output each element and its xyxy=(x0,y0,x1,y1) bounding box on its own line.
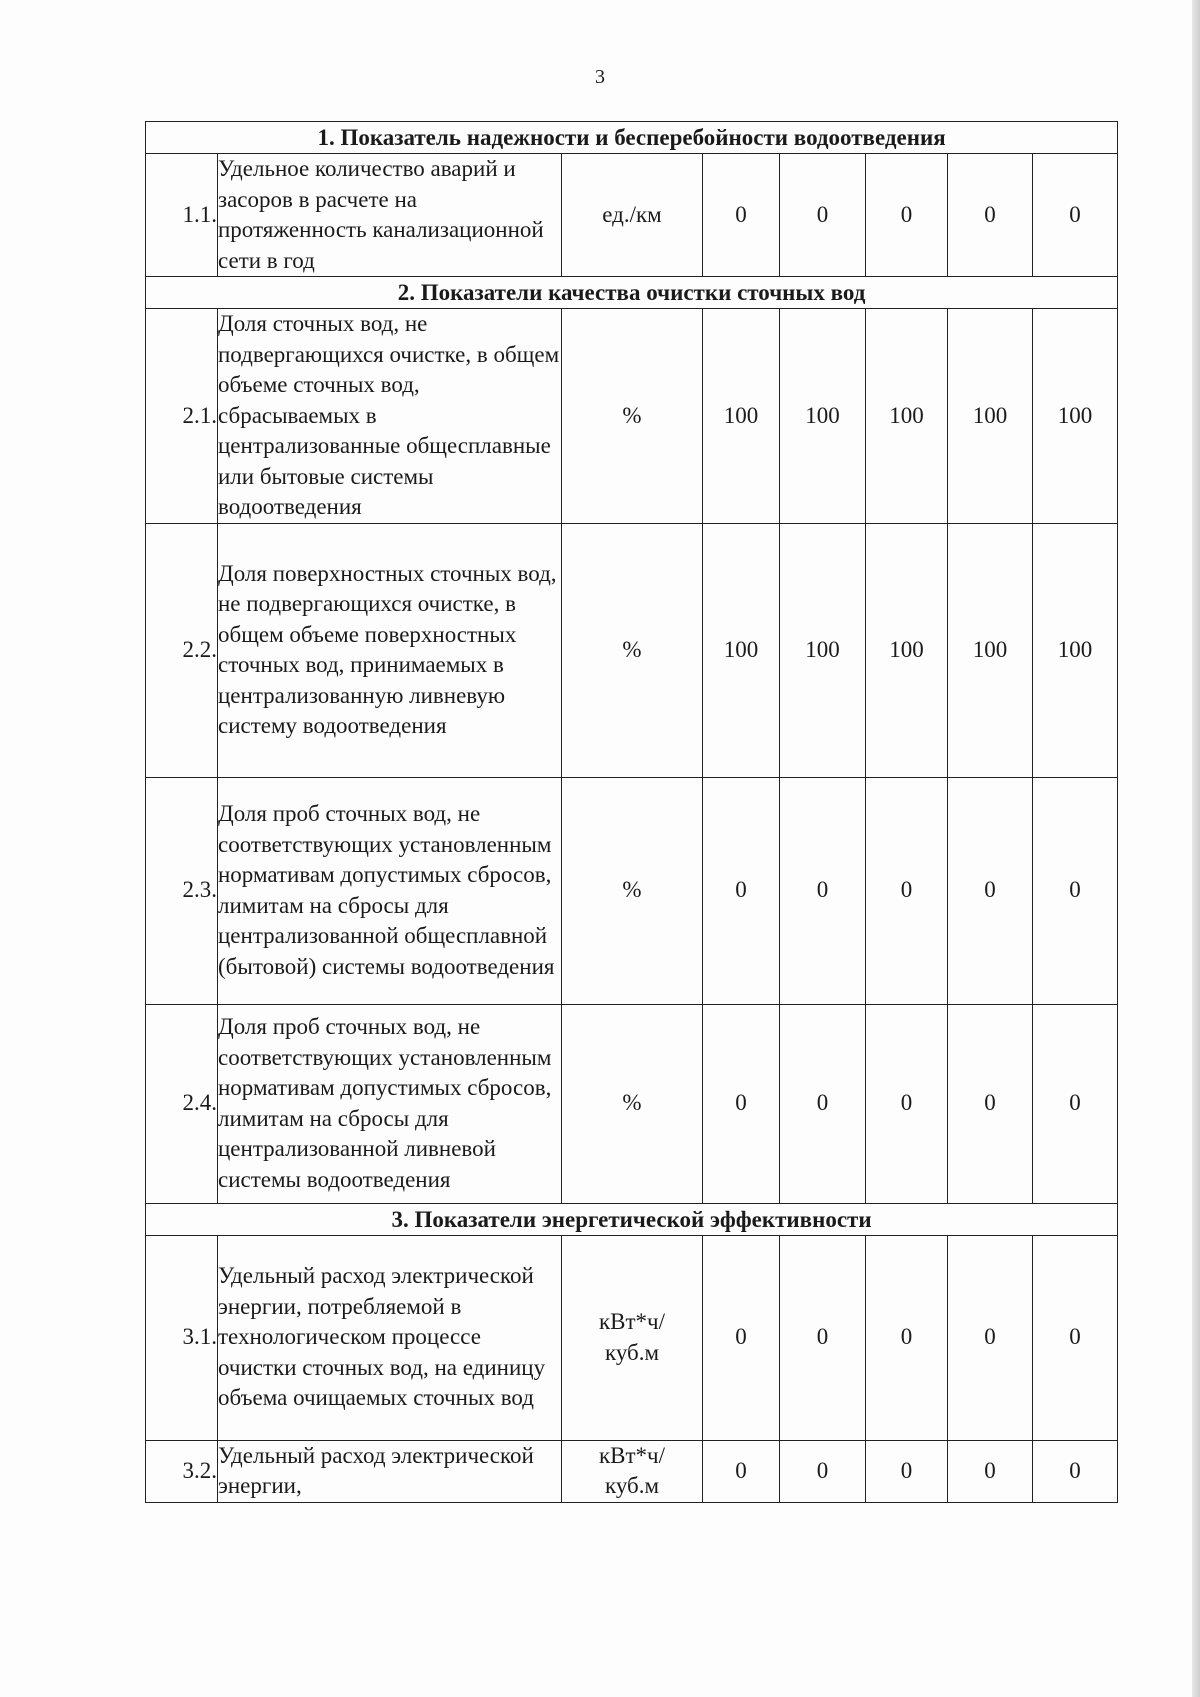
table-row xyxy=(146,1235,1118,1440)
indicator-value: 0 xyxy=(1033,777,1118,1004)
indicator-value: 0 xyxy=(703,1440,780,1502)
section-title: 2. Показатели качества очистки сточных вод xyxy=(146,277,1118,309)
unit-of-measure: ед./км xyxy=(562,154,703,277)
indicator-value: 100 xyxy=(948,309,1033,524)
table-body xyxy=(146,122,1118,1503)
table-row xyxy=(146,154,1118,277)
indicator-value: 100 xyxy=(780,309,866,524)
row-number: 2.1. xyxy=(146,309,218,524)
section-title: 1. Показатель надежности и бесперебойности водоотведения xyxy=(146,122,1118,154)
indicator-value: 0 xyxy=(866,1004,948,1203)
indicator-value: 0 xyxy=(948,1440,1033,1502)
page-edge-shadow xyxy=(1192,0,1200,1697)
row-number: 3.1. xyxy=(146,1235,218,1440)
table-row xyxy=(146,1004,1118,1203)
section-header-row xyxy=(146,277,1118,309)
indicator-description: Доля проб сточных вод, не соответствующих установленным нормативам допустимых сбросов, лимитам на сбросы для централизованной ливневой системы водоотведения xyxy=(218,1004,562,1203)
indicator-value: 0 xyxy=(703,777,780,1004)
table-row xyxy=(146,777,1118,1004)
indicator-value: 0 xyxy=(866,154,948,277)
indicator-value: 0 xyxy=(1033,1004,1118,1203)
indicator-value: 100 xyxy=(703,309,780,524)
indicator-value: 100 xyxy=(866,523,948,777)
indicators-table xyxy=(145,121,1118,1503)
indicator-value: 0 xyxy=(780,1004,866,1203)
unit-of-measure: % xyxy=(562,309,703,524)
indicator-value: 0 xyxy=(948,777,1033,1004)
indicator-value: 0 xyxy=(948,154,1033,277)
indicator-value: 0 xyxy=(866,1440,948,1502)
indicator-value: 100 xyxy=(703,523,780,777)
indicator-value: 0 xyxy=(703,1235,780,1440)
section-header-row xyxy=(146,1203,1118,1235)
indicator-value: 100 xyxy=(1033,523,1118,777)
indicator-value: 0 xyxy=(948,1235,1033,1440)
section-header-row xyxy=(146,122,1118,154)
indicator-value: 100 xyxy=(1033,309,1118,524)
table-row xyxy=(146,309,1118,524)
indicator-description: Доля поверхностных сточных вод, не подвергающихся очистке, в общем объеме поверхностных сточных вод, принимаемых в централизованную ливневую систему водоотведения xyxy=(218,523,562,777)
indicator-description: Удельный расход электрической энергии, потребляемой в технологическом процессе очистки сточных вод, на единицу объема очищаемых сточных вод xyxy=(218,1235,562,1440)
unit-of-measure: кВт*ч/ куб.м xyxy=(562,1440,703,1502)
page-number: 3 xyxy=(595,66,605,88)
indicator-value: 0 xyxy=(1033,1235,1118,1440)
indicator-value: 0 xyxy=(948,1004,1033,1203)
row-number: 2.4. xyxy=(146,1004,218,1203)
indicator-value: 100 xyxy=(866,309,948,524)
indicator-value: 0 xyxy=(780,154,866,277)
indicator-value: 0 xyxy=(703,154,780,277)
unit-of-measure: % xyxy=(562,777,703,1004)
indicator-value: 0 xyxy=(703,1004,780,1203)
row-number: 1.1. xyxy=(146,154,218,277)
table-row xyxy=(146,523,1118,777)
indicator-value: 0 xyxy=(1033,1440,1118,1502)
indicator-value: 0 xyxy=(780,1235,866,1440)
row-number: 2.3. xyxy=(146,777,218,1004)
indicator-value: 0 xyxy=(866,777,948,1004)
indicator-description: Удельный расход электрической энергии, xyxy=(218,1440,562,1502)
indicator-value: 0 xyxy=(780,1440,866,1502)
indicator-value: 100 xyxy=(948,523,1033,777)
unit-of-measure: % xyxy=(562,1004,703,1203)
unit-of-measure: % xyxy=(562,523,703,777)
indicator-value: 0 xyxy=(1033,154,1118,277)
row-number: 3.2. xyxy=(146,1440,218,1502)
indicator-description: Доля проб сточных вод, не соответствующих установленным нормативам допустимых сбросов, лимитам на сбросы для централизованной общесплавной (бытовой) системы водоотведения xyxy=(218,777,562,1004)
section-title: 3. Показатели энергетической эффективности xyxy=(146,1203,1118,1235)
indicator-description: Удельное количество аварий и засоров в расчете на протяженность канализационной сети в год xyxy=(218,154,562,277)
unit-of-measure: кВт*ч/ куб.м xyxy=(562,1235,703,1440)
indicator-value: 0 xyxy=(866,1235,948,1440)
indicator-value: 0 xyxy=(780,777,866,1004)
table-row xyxy=(146,1440,1118,1502)
indicator-description: Доля сточных вод, не подвергающихся очистке, в общем объеме сточных вод, сбрасываемых в централизованные общесплавные или бытовые системы водоотведения xyxy=(218,309,562,524)
indicator-value: 100 xyxy=(780,523,866,777)
row-number: 2.2. xyxy=(146,523,218,777)
